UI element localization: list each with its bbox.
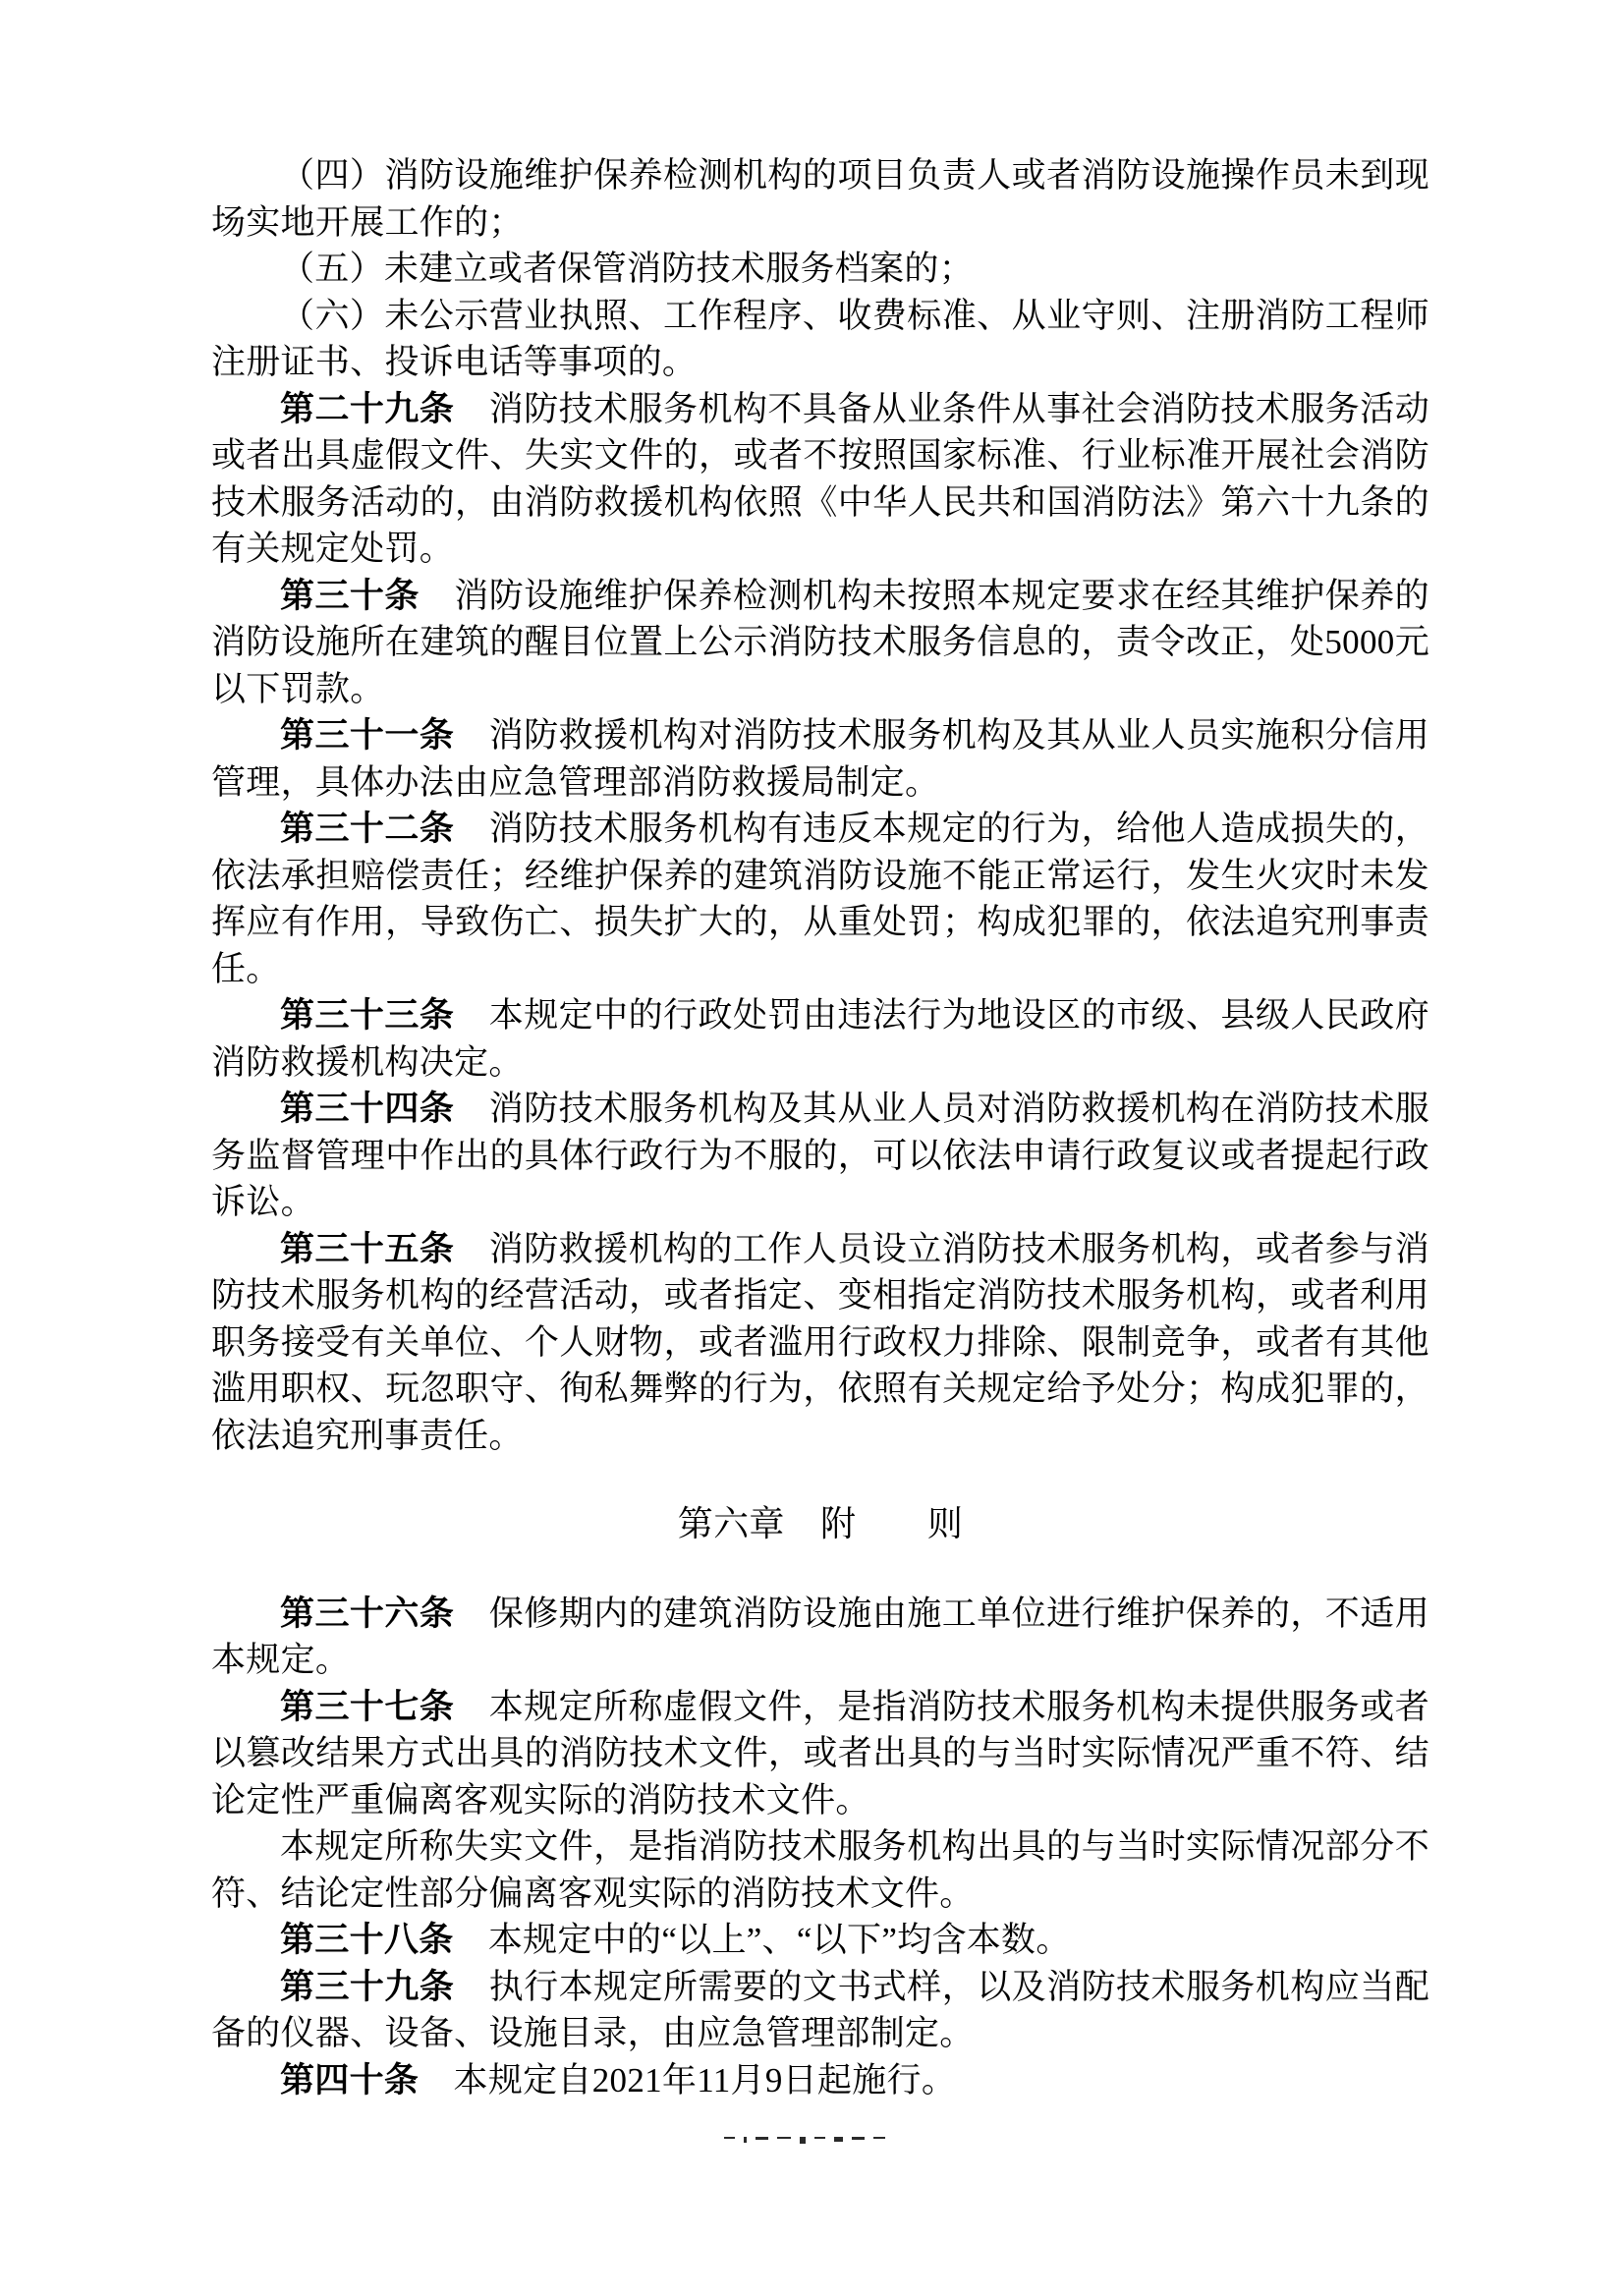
article-number: 第三十六条 xyxy=(280,1594,489,1633)
article-paragraph xyxy=(211,1684,1429,1824)
paragraph-text: 消防技术服务机构及其从业人员对消防救援机构在消防技术服务监督管理中作出的具体行政行为不服的，可以依法申请行政复议或者提起行政诉讼。 xyxy=(211,1090,1429,1221)
article-paragraph xyxy=(211,1086,1429,1226)
footer-dash xyxy=(852,2137,865,2140)
paragraph-text: 消防设施维护保养检测机构未按照本规定要求在经其维护保养的消防设施所在建筑的醒目位置上公示消防技术服务信息的，责令改正，处5000元以下罚款。 xyxy=(211,576,1429,708)
article-number: 第三十五条 xyxy=(280,1229,489,1268)
clipped-footer-text xyxy=(724,2137,917,2145)
article-paragraph xyxy=(211,806,1429,992)
article-number: 第三十七条 xyxy=(280,1687,489,1726)
paragraph-text: 消防技术服务机构有违反本规定的行为，给他人造成损失的，依法承担赔偿责任；经维护保养的建筑消防设施不能正常运行，发生火灾时未发挥应有作用，导致伤亡、损失扩大的，从重处罚；构成犯罪的，依法追究刑事责任。 xyxy=(211,810,1429,988)
article-number: 第三十条 xyxy=(280,576,455,615)
footer-dash xyxy=(834,2137,843,2142)
paragraph-text: 执行本规定所需要的文书式样，以及消防技术服务机构应当配备的仪器、设备、设施目录，由应急管理部制定。 xyxy=(211,1967,1429,2052)
article-paragraph xyxy=(211,2057,1429,2104)
paragraph-text: 消防救援机构的工作人员设立消防技术服务机构，或者参与消防技术服务机构的经营活动，或者指定、变相指定消防技术服务机构，或者利用职务接受有关单位、个人财物，或者滥用行政权力排除、限制竞争，或者有其他滥用职权、玩忽职守、徇私舞弊的行为，依照有关规定给予处分；构成犯罪的，依法追究刑事责任。 xyxy=(211,1229,1429,1455)
body-text xyxy=(211,152,1429,2103)
article-number: 第三十一条 xyxy=(280,716,489,755)
paragraph-text: （六）未公示营业执照、工作程序、收费标准、从业守则、注册消防工程师注册证书、投诉电话等事项的。 xyxy=(211,296,1429,381)
article-paragraph xyxy=(211,992,1429,1086)
article-number: 第三十四条 xyxy=(280,1090,489,1128)
article-paragraph xyxy=(211,1226,1429,1460)
article-number: 第三十九条 xyxy=(280,1967,489,2006)
article-number: 第三十八条 xyxy=(280,1921,488,1959)
chapter-heading: 第六章 附 则 xyxy=(677,1504,964,1543)
paragraph-text: 本规定中的行政处罚由违法行为地设区的市级、县级人民政府消防救援机构决定。 xyxy=(211,996,1429,1082)
paragraph-text: 本规定所称失实文件，是指消防技术服务机构出具的与当时实际情况部分不符、结论定性部分偏离客观实际的消防技术文件。 xyxy=(211,1827,1429,1913)
article-paragraph xyxy=(211,1917,1429,1964)
paragraph-text: 本规定自2021年11月9日起施行。 xyxy=(453,2060,957,2099)
paragraph-text: 本规定中的“以上”、“以下”均含本数。 xyxy=(487,1921,1071,1959)
continuation-paragraph xyxy=(211,1823,1429,1917)
footer-dash xyxy=(814,2137,825,2139)
paragraph-text: 本规定所称虚假文件，是指消防技术服务机构未提供服务或者以篡改结果方式出具的消防技术文件，或者出具的与当时实际情况严重不符、结论定性严重偏离客观实际的消防技术文件。 xyxy=(211,1687,1429,1819)
paragraph-text: （四）消防设施维护保养检测机构的项目负责人或者消防设施操作员未到现场实地开展工作的； xyxy=(211,156,1429,242)
footer-dash xyxy=(744,2137,747,2143)
footer-dash xyxy=(800,2137,806,2144)
article-number: 第四十条 xyxy=(280,2060,454,2099)
article-paragraph xyxy=(211,712,1429,806)
article-paragraph xyxy=(211,1591,1429,1684)
article-number: 第二十九条 xyxy=(280,389,489,428)
article-paragraph xyxy=(211,573,1429,713)
list-item-paragraph xyxy=(211,152,1429,246)
footer-dash xyxy=(756,2137,768,2140)
footer-dash xyxy=(724,2137,735,2139)
article-number: 第三十二条 xyxy=(280,810,489,848)
paragraph-text: （五）未建立或者保管消防技术服务档案的； xyxy=(280,250,975,288)
footer-dash xyxy=(873,2137,885,2139)
paragraph-text: 保修期内的建筑消防设施由施工单位进行维护保养的，不适用本规定。 xyxy=(211,1594,1429,1679)
list-item-paragraph xyxy=(211,293,1429,386)
list-item-paragraph xyxy=(211,246,1429,293)
article-paragraph xyxy=(211,1964,1429,2057)
paragraph-text: 消防救援机构对消防技术服务机构及其从业人员实施积分信用管理，具体办法由应急管理部消防救援局制定。 xyxy=(211,716,1429,802)
article-number: 第三十三条 xyxy=(280,996,489,1035)
article-paragraph xyxy=(211,386,1429,573)
paragraph-text: 消防技术服务机构不具备从业条件从事社会消防技术服务活动或者出具虚假文件、失实文件的，或者不按照国家标准、行业标准开展社会消防技术服务活动的，由消防救援机构依照《中华人民共和国消防法》第六十九条的有关规定处罚。 xyxy=(211,389,1429,568)
footer-dash xyxy=(777,2137,791,2139)
